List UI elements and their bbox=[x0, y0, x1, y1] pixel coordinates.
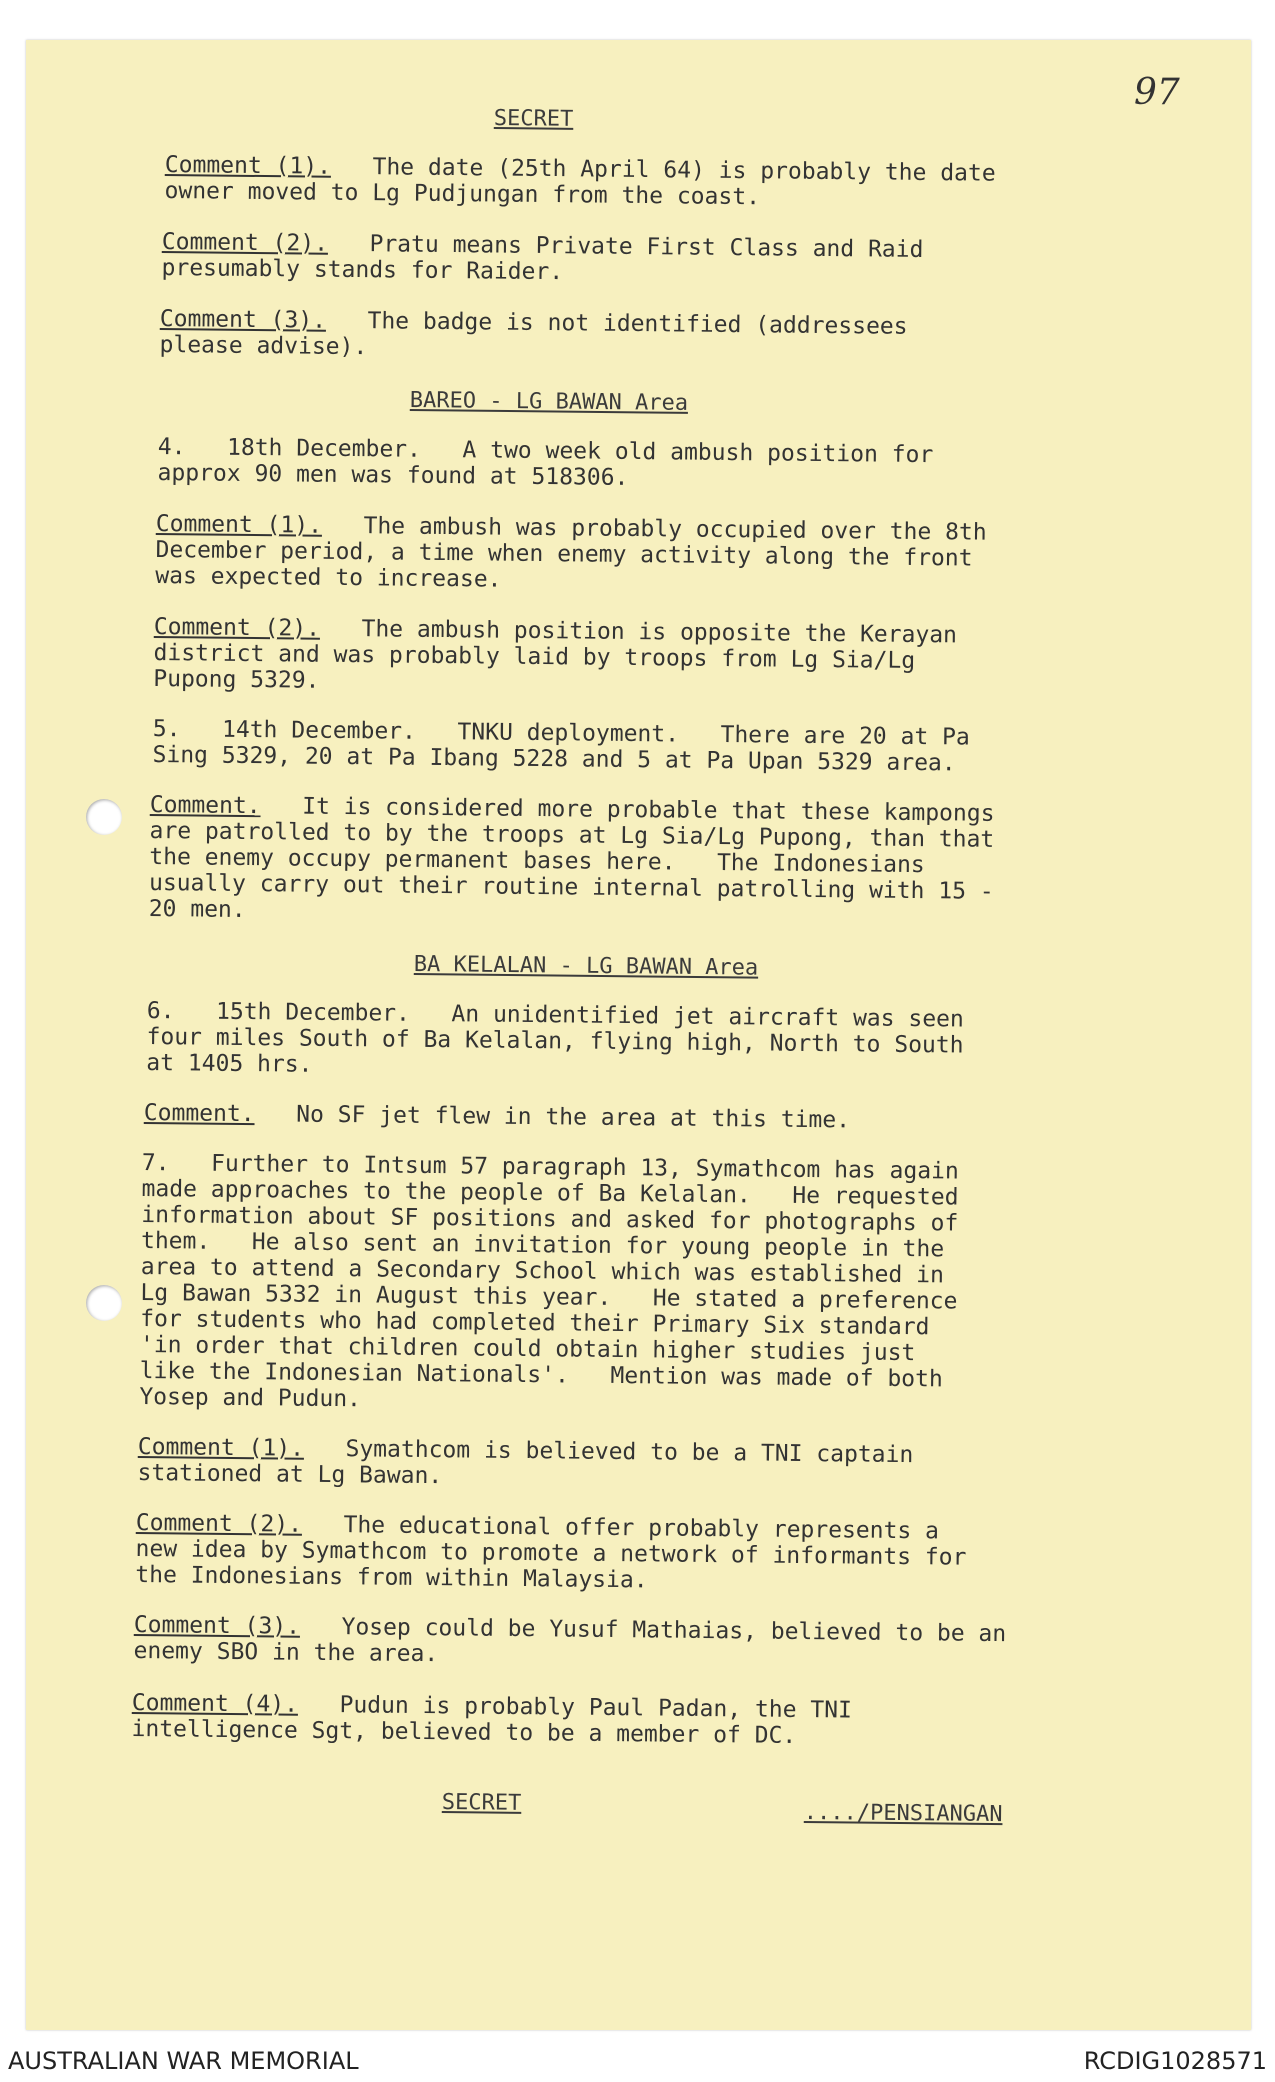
paragraph-body: The ambush was probably occupied over the 8th December period, a time when enemy activity along the front was expected to increase. bbox=[155, 512, 987, 593]
paragraph-lead: Comment. bbox=[143, 1100, 255, 1128]
paragraph-lead: Comment. bbox=[149, 792, 261, 820]
paragraph-4-comment-1 bbox=[155, 511, 987, 598]
classification-top: SECRET bbox=[493, 106, 574, 132]
paragraph-comment-1a bbox=[164, 152, 995, 213]
paragraph-comment-2a bbox=[161, 229, 923, 289]
paragraph-body: It is considered more probable that these kampongs are patrolled to by the troops at Lg Sia/Lg Pupong, than that the enemy occupy permanent bases here. The Indonesians usually carry out their routine internal patrolling with 15 - 20 men. bbox=[148, 793, 995, 924]
paragraph-body: 5. 14th December. TNKU deployment. There are 20 at Pa Sing 5329, 20 at Pa Ibang 5228 and 5 at Pa Upan 5329 area. bbox=[152, 716, 970, 777]
paragraph-7 bbox=[139, 1150, 959, 1419]
continuation-catchword: ..../PENSIANGAN bbox=[803, 1800, 1003, 1828]
punch-hole bbox=[86, 799, 122, 835]
paragraph-lead: Comment (1). bbox=[155, 511, 323, 539]
paragraph-body: Symathcom is believed to be a TNI captain stationed at Lg Bawan. bbox=[137, 1435, 914, 1490]
paragraph-7-comment-2 bbox=[135, 1510, 967, 1597]
paragraph-lead: Comment (3). bbox=[159, 306, 327, 334]
paragraph-lead: Comment (1). bbox=[164, 152, 332, 180]
paragraph-body: Pudun is probably Paul Padan, the TNI intelligence Sgt, believed to be a member of DC. bbox=[131, 1691, 853, 1749]
paragraph-body: 7. Further to Intsum 57 paragraph 13, Symathcom has again made approaches to the people of Ba Kelalan. He requested information about SF positions and asked for photographs of them. He also sent an invitation for young people in the area to attend a Secondary School which was established in Lg Bawan 5332 in August this year. He stated a preference for students who had completed their Primary Six standard 'in order that children could obtain higher studies just like the Indonesian Nationals'. Mention was made of both Yosep and Pudun. bbox=[139, 1150, 959, 1413]
paragraph-body: The ambush position is opposite the Kerayan district and was probably laid by troops from Lg Sia/Lg Pupong 5329. bbox=[153, 615, 958, 694]
footer-archive-name: AUSTRALIAN WAR MEMORIAL bbox=[8, 2047, 359, 2075]
paragraph-body: Yosep could be Yusuf Mathaias, believed to be an enemy SBO in the area. bbox=[133, 1613, 1007, 1668]
paragraph-lead: Comment (3). bbox=[133, 1612, 301, 1640]
paragraph-lead: Comment (4). bbox=[131, 1690, 299, 1718]
paragraph-7-comment-1 bbox=[137, 1434, 913, 1494]
area-heading-ba-kelalan: BA KELALAN - LG BAWAN Area bbox=[413, 952, 759, 981]
paragraph-7-comment-4 bbox=[131, 1690, 852, 1750]
paragraph-4-comment-2 bbox=[153, 614, 957, 700]
page-number: 97 bbox=[1134, 72, 1180, 113]
paragraph-lead: Comment (1). bbox=[137, 1434, 305, 1462]
paragraph-body: 4. 18th December. A two week old ambush position for approx 90 men was found at 518306. bbox=[157, 434, 934, 491]
paragraph-body: Pratu means Private First Class and Raid presumably stands for Raider. bbox=[161, 230, 924, 286]
paragraph-body: No SF jet flew in the area at this time. bbox=[254, 1101, 851, 1134]
footer-record-id: RCDIG1028571 bbox=[1083, 2047, 1267, 2075]
paragraph-5-comment bbox=[149, 792, 995, 931]
paragraph-comment-3a bbox=[159, 306, 907, 366]
paragraph-lead: Comment (2). bbox=[135, 1510, 303, 1538]
paragraph-7-comment-3 bbox=[133, 1612, 1006, 1673]
paragraph-body: 6. 15th December. An unidentified jet aircraft was seen four miles South of Ba Kelalan, flying high, North to South at 1405 hrs. bbox=[146, 998, 964, 1078]
punch-hole bbox=[86, 1285, 122, 1321]
paragraph-body: The date (25th April 64) is probably the date owner moved to Lg Pudjungan from the coast. bbox=[164, 153, 996, 211]
paragraph-6 bbox=[146, 998, 964, 1085]
paragraph-4 bbox=[157, 434, 933, 494]
paragraph-5 bbox=[152, 716, 969, 777]
paragraph-lead: Comment (2). bbox=[161, 229, 329, 257]
paragraph-body: The badge is not identified (addressees please advise). bbox=[159, 307, 908, 361]
area-heading-bareo: BAREO - LG BAWAN Area bbox=[409, 388, 689, 416]
classification-bottom: SECRET bbox=[441, 1790, 522, 1816]
paragraph-body: The educational offer probably represents a new idea by Symathcom to promote a network of informants for the Indonesians from within Malaysia. bbox=[135, 1511, 967, 1594]
paragraph-lead: Comment (2). bbox=[153, 614, 321, 642]
